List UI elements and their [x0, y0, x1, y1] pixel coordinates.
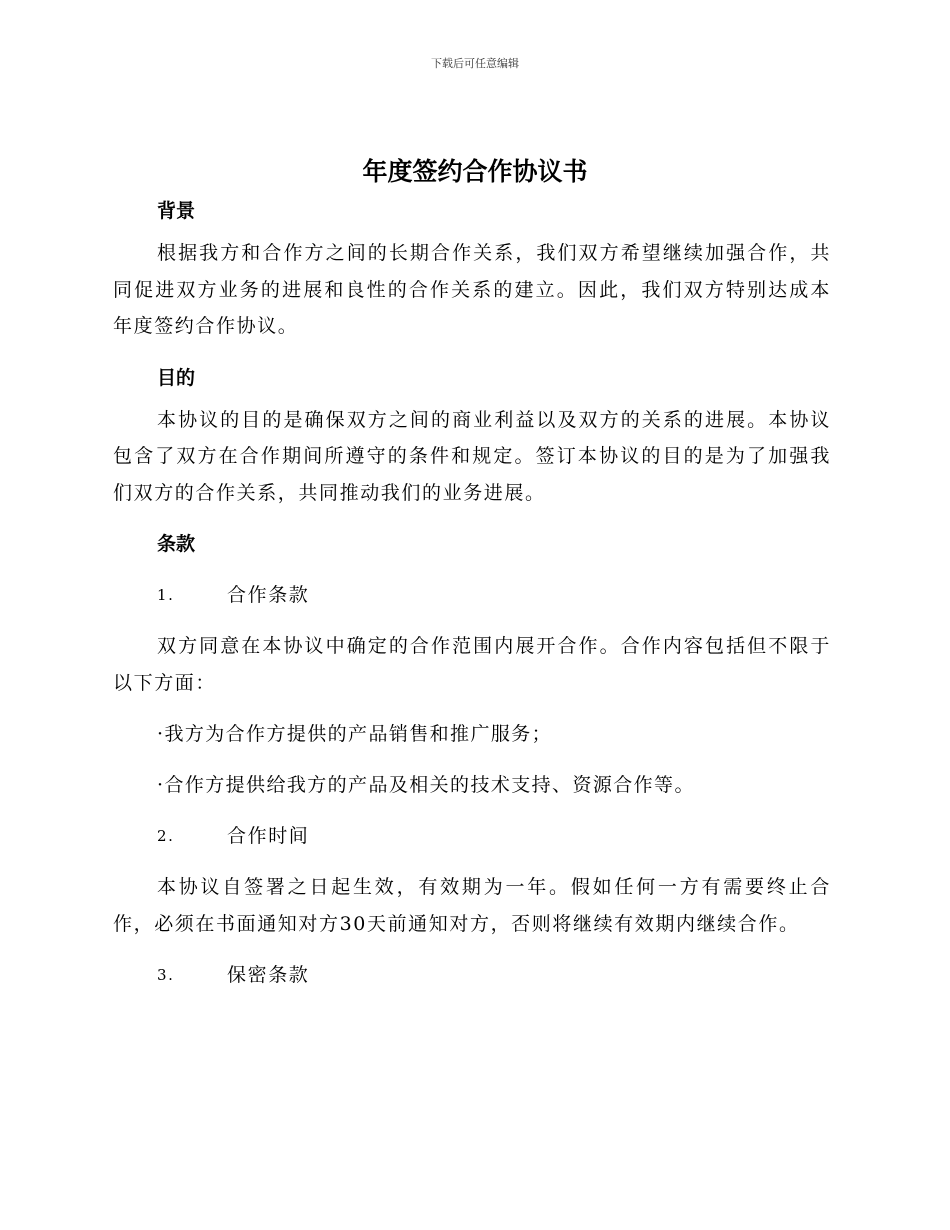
clause-3-heading	[113, 957, 831, 993]
clause-2-paragraph: 本协议自签署之日起生效，有效期为一年。假如任何一方有需要终止合作，必须在书面通知对方30天前通知对方，否则将继续有效期内继续合作。	[113, 876, 831, 935]
clause-number: 1.	[157, 586, 175, 604]
purpose-paragraph: 本协议的目的是确保双方之间的商业利益以及双方的关系的进展。本协议包含了双方在合作期间所遵守的条件和规定。签订本协议的目的是为了加强我们双方的合作关系，共同推动我们的业务进展。	[113, 408, 831, 504]
document-body	[113, 196, 831, 993]
background-paragraph: 根据我方和合作方之间的长期合作关系，我们双方希望继续加强合作，共同促进双方业务的进展和良性的合作关系的建立。因此，我们双方特别达成本年度签约合作协议。	[113, 242, 831, 337]
list-item	[113, 767, 831, 803]
list-item-text: 合作方提供给我方的产品及相关的技术支持、资源合作等。	[164, 774, 695, 796]
clause-1-heading	[113, 577, 831, 613]
section-heading-background: 背景	[157, 200, 196, 222]
section-heading-purpose: 目的	[157, 366, 196, 389]
bullet-icon: ·	[157, 723, 165, 745]
clause-number: 3.	[157, 966, 175, 984]
document-title: 年度签约合作协议书	[362, 157, 588, 186]
bullet-icon: ·	[157, 774, 165, 796]
list-item	[113, 716, 831, 752]
section-heading-terms: 条款	[157, 533, 196, 555]
clause-label: 保密条款	[227, 964, 310, 986]
clause-1-paragraph: 双方同意在本协议中确定的合作范围内展开合作。合作内容包括但不限于以下方面：	[113, 635, 831, 694]
clause-label: 合作时间	[227, 825, 310, 847]
clause-2-heading	[113, 818, 831, 854]
clause-label: 合作条款	[227, 584, 310, 606]
header-note: 下载后可任意编辑	[431, 57, 519, 70]
clause-number: 2.	[157, 827, 175, 845]
list-item-text: 我方为合作方提供的产品销售和推广服务；	[164, 723, 553, 745]
